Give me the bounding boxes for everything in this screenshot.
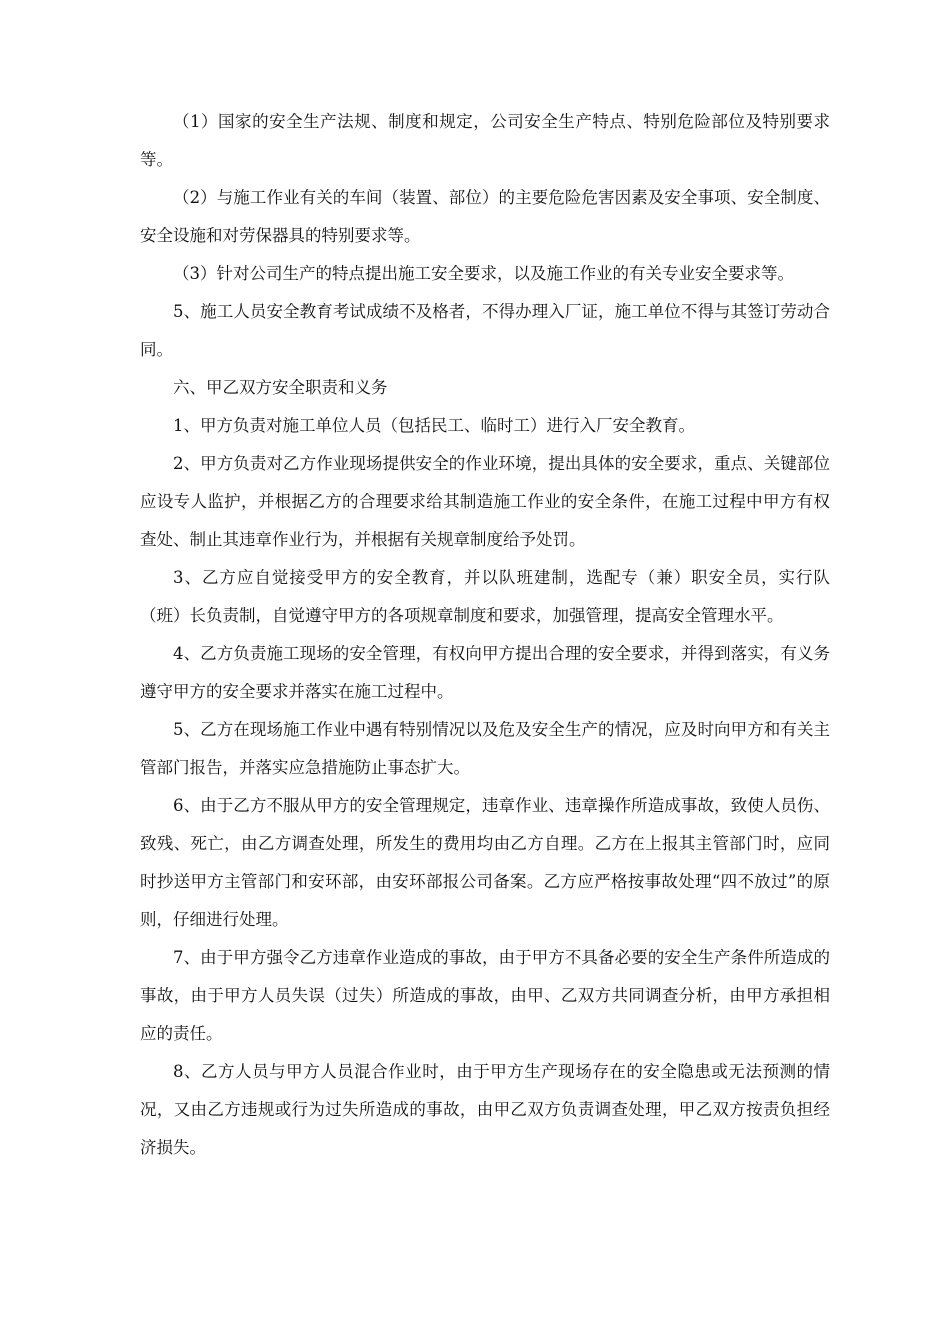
document-body xyxy=(140,103,830,1167)
paragraph-clause-3: 3、乙方应自觉接受甲方的安全教育，并以队班建制，选配专（兼）职安全员，实行队（班）长负责制，自觉遵守甲方的各项规章制度和要求，加强管理，提高安全管理水平。 xyxy=(140,568,830,625)
paragraph-item-3-construction-requirements: （3）针对公司生产的特点提出施工安全要求，以及施工作业的有关专业安全要求等。 xyxy=(173,264,794,283)
paragraph-item-2-workshop-hazards: （2）与施工作业有关的车间（装置、部位）的主要危险危害因素及安全事项、安全制度、安全设施和对劳保器具的特别要求等。 xyxy=(140,188,830,245)
paragraph-clause-5: 5、乙方在现场施工作业中遇有特别情况以及危及安全生产的情况，应及时向甲方和有关主管部门报告，并落实应急措施防止事态扩大。 xyxy=(140,720,830,777)
paragraph-clause-1: 1、甲方负责对施工单位人员（包括民工、临时工）进行入厂安全教育。 xyxy=(173,416,695,435)
paragraph-clause-6: 6、由于乙方不服从甲方的安全管理规定，违章作业、违章操作所造成事故，致使人员伤、致残、死亡，由乙方调查处理，所发生的费用均由乙方自理。乙方在上报其主管部门时，应同时抄送甲方主管部门和安环部，由安环部报公司备案。乙方应严格按事故处理“四不放过”的原则，仔细进行处理。 xyxy=(140,796,830,929)
paragraph-clause-8: 8、乙方人员与甲方人员混合作业时，由于甲方生产现场存在的安全隐患或无法预测的情况，又由乙方违规或行为过失所造成的事故，由甲乙双方负责调查处理，甲乙双方按责负担经济损失。 xyxy=(140,1062,830,1157)
paragraph-clause-7: 7、由于甲方强令乙方违章作业造成的事故，由于甲方不具备必要的安全生产条件所造成的事故，由于甲方人员失误（过失）所造成的事故，由甲、乙双方共同调查分析，由甲方承担相应的责任。 xyxy=(140,948,830,1043)
section-heading-six: 六、甲乙双方安全职责和义务 xyxy=(173,378,388,397)
paragraph-clause-4: 4、乙方负责施工现场的安全管理，有权向甲方提出合理的安全要求，并得到落实，有义务遵守甲方的安全要求并落实在施工过程中。 xyxy=(140,644,830,701)
paragraph-clause-5-exam-failure: 5、施工人员安全教育考试成绩不及格者，不得办理入厂证，施工单位不得与其签订劳动合同。 xyxy=(140,302,830,359)
paragraph-clause-2: 2、甲方负责对乙方作业现场提供安全的作业环境，提出具体的安全要求，重点、关键部位应设专人监护，并根据乙方的合理要求给其制造施工作业的安全条件，在施工过程中甲方有权查处、制止其违章作业行为，并根据有关规章制度给予处罚。 xyxy=(140,454,830,549)
paragraph-item-1-national-rules: （1）国家的安全生产法规、制度和规定，公司安全生产特点、特别危险部位及特别要求等。 xyxy=(140,112,830,169)
